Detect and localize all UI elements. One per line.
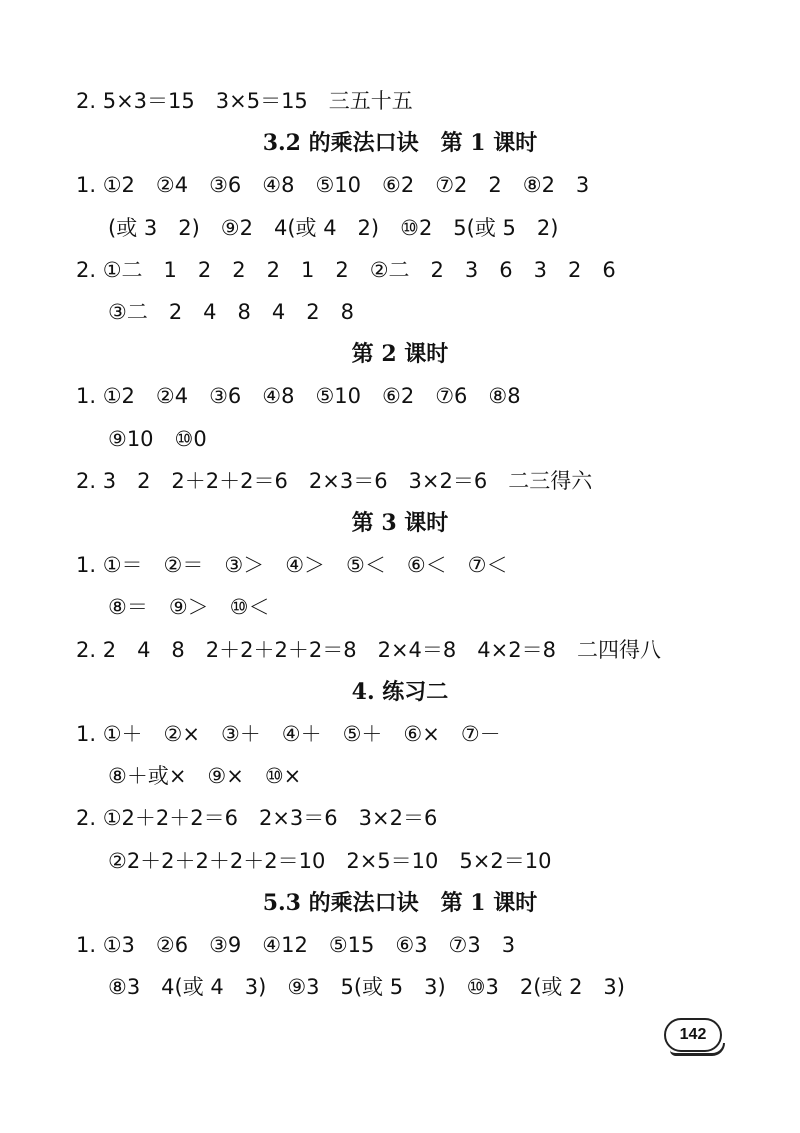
answer-line: 1. ①3 ②6 ③9 ④12 ⑤15 ⑥3 ⑦3 3 xyxy=(76,933,516,957)
answer-line: 1. ①2 ②4 ③6 ④8 ⑤10 ⑥2 ⑦6 ⑧8 xyxy=(76,384,521,409)
answer-line: 2. ①2＋2＋2＝6 2×3＝6 3×2＝6 xyxy=(76,806,438,831)
answer-line-continued: (或 3 2) ⑨2 4(或 4 2) ⑩2 5(或 5 2) xyxy=(108,215,559,240)
answer-line: 2. ①二 1 2 2 2 1 2 ②二 2 3 6 3 2 6 xyxy=(76,257,616,282)
answer-line-continued: ⑧＝ ⑨＞ ⑩＜ xyxy=(108,595,270,620)
section-heading: 5.3 的乘法口诀 第 1 课时 xyxy=(262,889,538,916)
answer-line: 1. ①＋ ②× ③＋ ④＋ ⑤＋ ⑥× ⑦－ xyxy=(76,722,501,746)
answer-line: 2. 3 2 2＋2＋2＝6 2×3＝6 3×2＝6 二三得六 xyxy=(76,468,593,493)
answer-line-continued: ⑧3 4(或 4 3) ⑨3 5(或 5 3) ⑩3 2(或 2 3) xyxy=(108,975,625,1000)
answer-line-continued: ⑨10 ⑩0 xyxy=(108,426,207,451)
section-heading: 第 3 课时 xyxy=(351,510,449,536)
section-heading: 3.2 的乘法口诀 第 1 课时 xyxy=(262,130,538,157)
page-number: 142 xyxy=(664,1018,722,1052)
answer-line-continued: ③二 2 4 8 4 2 8 xyxy=(108,300,354,324)
section-heading: 第 2 课时 xyxy=(351,341,449,368)
answer-line-continued: ②2＋2＋2＋2＋2＝10 2×5＝10 5×2＝10 xyxy=(108,848,552,873)
answer-line-continued: ⑧＋或× ⑨× ⑩× xyxy=(108,764,302,789)
section-heading: 4. 练习二 xyxy=(351,678,449,705)
answer-line: 1. ①＝ ②＝ ③＞ ④＞ ⑤＜ ⑥＜ ⑦＜ xyxy=(76,553,508,578)
answer-line: 2. 2 4 8 2＋2＋2＋2＝8 2×4＝8 4×2＝8 二四得八 xyxy=(76,637,661,662)
answer-line: 2. 5×3＝15 3×5＝15 三五十五 xyxy=(76,89,413,113)
answer-line: 1. ①2 ②4 ③6 ④8 ⑤10 ⑥2 ⑦2 2 ⑧2 3 xyxy=(76,173,590,198)
